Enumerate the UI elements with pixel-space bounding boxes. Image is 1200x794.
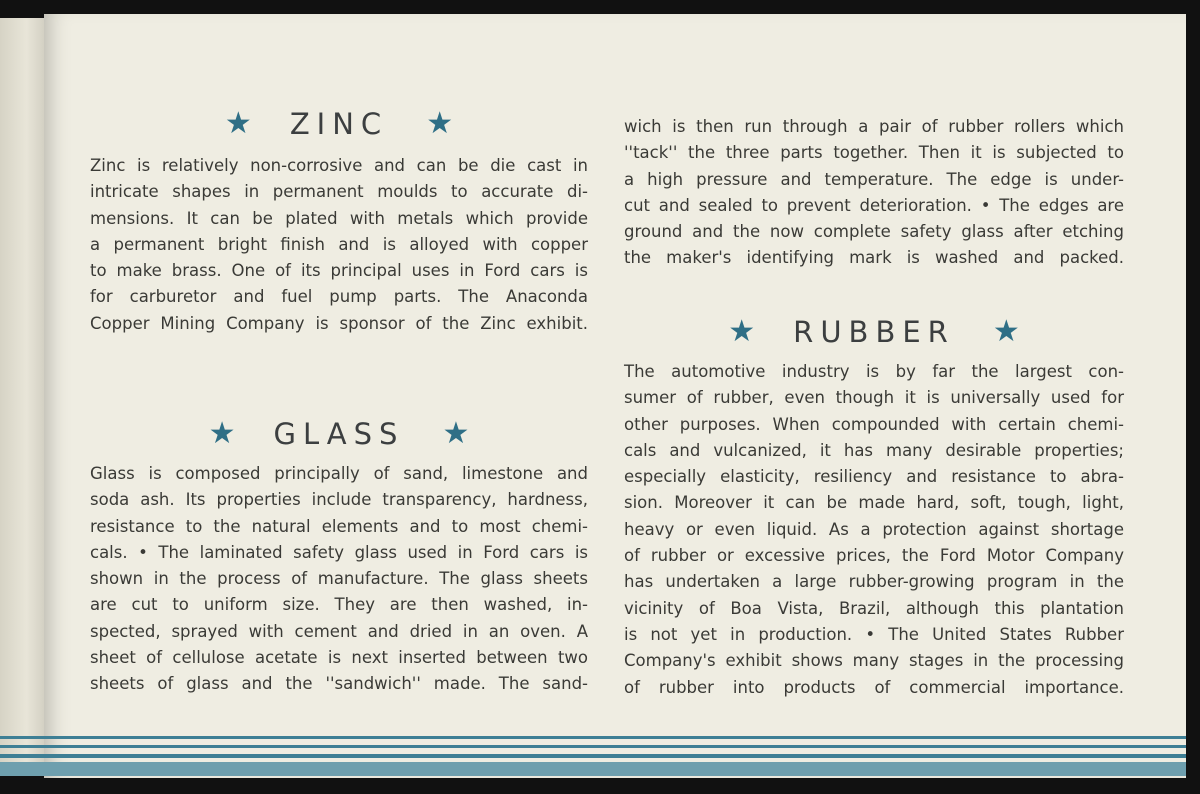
text-line: other purposes. When compounded with certain chemi- bbox=[624, 414, 1124, 434]
text-line: has undertaken a large rubber-growing program in the bbox=[624, 572, 1124, 592]
text-line: ground and the now complete safety glass after etching bbox=[624, 222, 1124, 242]
text-line: are cut to uniform size. They are then washed, in- bbox=[90, 595, 588, 615]
decorative-stripes bbox=[0, 728, 1200, 778]
star-icon: ★ bbox=[208, 416, 236, 451]
text-line: of rubber or excessive prices, the Ford Motor Company bbox=[624, 546, 1124, 566]
text-line: a high pressure and temperature. The edge is under- bbox=[624, 169, 1124, 189]
stripe-line bbox=[0, 754, 1186, 758]
text-line: sion. Moreover it can be made hard, soft, tough, light, bbox=[624, 493, 1124, 513]
text-line: of rubber into products of commercial importance. bbox=[624, 677, 1124, 697]
glass-continued-paragraph bbox=[624, 114, 1124, 272]
glass-heading bbox=[90, 416, 588, 451]
text-line: vicinity of Boa Vista, Brazil, although this plantation bbox=[624, 598, 1124, 618]
text-line: the maker's identifying mark is washed and packed. bbox=[624, 248, 1124, 268]
text-line: cals and vulcanized, it has many desirable properties; bbox=[624, 440, 1124, 460]
star-icon: ★ bbox=[442, 416, 470, 451]
text-line: sheet of cellulose acetate is next inserted between two bbox=[90, 648, 588, 668]
text-line: Copper Mining Company is sponsor of the Zinc exhibit. bbox=[90, 313, 588, 333]
text-line: sheets of glass and the ''sandwich'' made. The sand- bbox=[90, 674, 588, 694]
booklet-page bbox=[44, 14, 1186, 778]
text-line: for carburetor and fuel pump parts. The Anaconda bbox=[90, 287, 588, 307]
text-line: Zinc is relatively non-corrosive and can be die cast in bbox=[90, 156, 588, 175]
text-line: to make brass. One of its principal uses in Ford cars is bbox=[90, 261, 588, 281]
text-line: is not yet in production. • The United States Rubber bbox=[624, 624, 1124, 644]
text-line: especially elasticity, resiliency and resistance to abra- bbox=[624, 467, 1124, 487]
star-icon: ★ bbox=[992, 314, 1020, 349]
text-line: mensions. It can be plated with metals which provide bbox=[90, 208, 588, 228]
text-line: heavy or even liquid. As a protection against shortage bbox=[624, 519, 1124, 539]
star-icon: ★ bbox=[426, 106, 454, 141]
text-line: wich is then run through a pair of rubber rollers which bbox=[624, 117, 1124, 136]
text-line: spected, sprayed with cement and dried in an oven. A bbox=[90, 621, 588, 641]
star-icon: ★ bbox=[224, 106, 252, 141]
text-line: ''tack'' the three parts together. Then it is subjected to bbox=[624, 143, 1124, 163]
glass-title: GLASS bbox=[273, 417, 405, 451]
text-line: cut and sealed to prevent deterioration. • The edges are bbox=[624, 195, 1124, 215]
text-line: a permanent bright finish and is alloyed with copper bbox=[90, 234, 588, 254]
text-line: The automotive industry is by far the largest con- bbox=[624, 362, 1124, 381]
rubber-paragraph bbox=[624, 359, 1124, 701]
left-page-edge bbox=[0, 18, 49, 776]
rubber-heading bbox=[624, 314, 1124, 349]
stripe-line bbox=[0, 745, 1186, 748]
text-line: soda ash. Its properties include transparency, hardness, bbox=[90, 490, 588, 510]
text-line: Company's exhibit shows many stages in the processing bbox=[624, 651, 1124, 671]
text-line: shown in the process of manufacture. The glass sheets bbox=[90, 569, 588, 589]
stripe-band bbox=[0, 762, 1186, 776]
zinc-heading bbox=[90, 106, 588, 141]
text-line: intricate shapes in permanent moulds to accurate di- bbox=[90, 182, 588, 202]
stripe-line bbox=[0, 736, 1186, 739]
text-line: sumer of rubber, even though it is universally used for bbox=[624, 388, 1124, 408]
text-line: cals. • The laminated safety glass used in Ford cars is bbox=[90, 542, 588, 562]
text-line: resistance to the natural elements and to most chemi- bbox=[90, 516, 588, 536]
glass-paragraph bbox=[90, 461, 588, 698]
star-icon: ★ bbox=[728, 314, 756, 349]
rubber-title: RUBBER bbox=[793, 315, 955, 349]
zinc-paragraph bbox=[90, 153, 588, 337]
text-line: Glass is composed principally of sand, limestone and bbox=[90, 464, 588, 483]
zinc-title: ZINC bbox=[289, 107, 389, 141]
